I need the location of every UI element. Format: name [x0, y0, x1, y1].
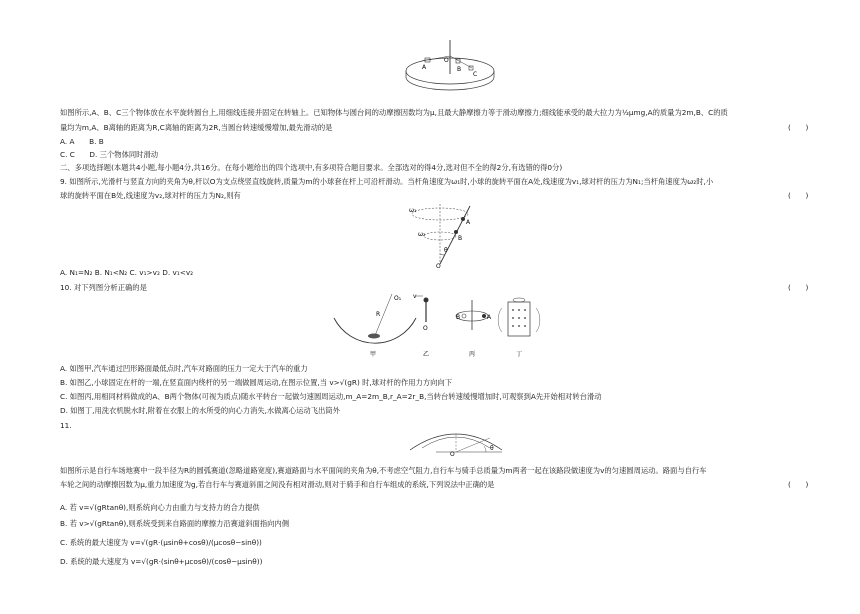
fig11-label-o: O — [450, 451, 455, 458]
fig8-label-b: B — [457, 66, 462, 73]
q11-answer-paren: ( ) — [788, 480, 809, 489]
fig8-label-a: A — [422, 64, 427, 71]
q11-option-d: D. 系统的最大速度为 v=√(gR·(sinθ+μcosθ)/(cosθ−μsinθ)) — [60, 557, 263, 566]
fig10-label-jia: 甲 — [370, 351, 377, 358]
fig8-label-o: O — [444, 57, 449, 64]
q10-figures — [330, 292, 560, 360]
fig10-label-o1: O₁ — [394, 295, 402, 302]
fig8-label-c: C — [473, 71, 478, 78]
q11-number: 11. — [60, 421, 72, 430]
fig10-label-b: B — [456, 314, 461, 321]
fig10-label-o: O — [423, 325, 428, 332]
q10-option-d: D. 如图丁,用洗衣机脱水时,附着在衣服上的水所受的向心力消失,水做离心运动飞出筒外 — [60, 406, 340, 415]
q11-stem-line2: 车轮之间的动摩擦因数为μ,重力加速度为g,若自行车与赛道斜面之间没有相对滑动,则对于骑手和自行车组成的系统,下列说法中正确的是 — [60, 480, 495, 489]
q11-stem-line1: 如图所示是自行车场地赛中一段半径为R的圆弧赛道(忽略道路宽度),赛道路面与水平面间的夹角为θ,不考虑空气阻力,自行车与骑手总质量为m两者一起在该路段做速度为v的匀速圆周运动。路面与自行车 — [60, 466, 707, 475]
q10-stem: 10. 对下列图分析正确的是 — [60, 283, 147, 292]
fig10-label-yi: 乙 — [423, 351, 430, 358]
q10-option-a: A. 如图甲,汽车通过凹形路面最低点时,汽车对路面的压力一定大于汽车的重力 — [60, 364, 308, 373]
fig9-label-w2: ω₂ — [418, 231, 426, 238]
q10-option-c: C. 如图丙,用相同材料做成的A、B两个物体(可视为质点)随水平转台一起做匀速圆周运动,m_A=2m_B,r_A=2r_B,当转台转速缓慢增加时,可观察到A先开始相对转台滑动 — [60, 392, 602, 401]
turntable-figure — [400, 38, 500, 94]
fig9-label-o: O — [436, 263, 441, 268]
banked-track-figure — [406, 424, 506, 462]
q8-stem-line2: 量均为m,A、B离轴的距离为R,C离轴的距离为2R,当圆台转速缓慢增加,最先滑动的是 — [60, 123, 333, 132]
q11-option-a: A. 若 v=√(gRtanθ),则系统向心力由重力与支持力的合力提供 — [60, 503, 260, 512]
q8-options-line1: A. A B. B — [60, 137, 104, 146]
q11-option-c: C. 系统的最大速度为 v=√(gR·(μsinθ+cosθ)/(μcosθ−sinθ)) — [60, 538, 262, 547]
fig9-label-a: A — [466, 219, 471, 226]
q8-stem-line1: 如图所示,A、B、C三个物体放在水平旋转圆台上,用细线连接并固定在转轴上。已知物体与圆台间的动摩擦因数均为μ,且最大静摩擦力等于滑动摩擦力;细线能承受的最大拉力为½μmg,A的质量为2m,B、C的质 — [60, 108, 728, 117]
fig10-label-v: v — [413, 293, 417, 300]
q8-options-line2: C. C D. 三个物体同时滑动 — [60, 150, 159, 159]
fig9-label-b: B — [458, 235, 463, 242]
q9-answer-paren: ( ) — [788, 191, 809, 200]
q10-option-b: B. 如图乙,小球固定在杆的一端,在竖直面内绕杆的另一端做圆周运动,在图示位置,当 v>√(gR) 时,球对杆的作用力方向向下 — [60, 378, 453, 387]
fig10-label-r: R — [376, 311, 381, 318]
fig9-label-theta: θ — [444, 247, 448, 254]
fig10-label-a: A — [487, 314, 492, 321]
q11-option-b: B. 若 v>√(gRtanθ),则系统受到来自路面的摩擦力沿赛道斜面指向内侧 — [60, 519, 290, 528]
q9-stem-line1: 9. 如图所示,光滑杆与竖直方向的夹角为θ,杆以O为支点绕竖直线旋转,质量为m的小球套在杆上可沿杆滑动。当杆角速度为ω₁时,小球的旋转平面在A处,线速度为v₁,球对杆的压力为N₁;当杆角速度为ω₂时,小 — [60, 177, 714, 186]
q9-stem-line2: 球的旋转平面在B处,线速度为v₂,球对杆的压力为N₂,则有 — [60, 191, 241, 200]
fig10-label-bing: 丙 — [469, 351, 476, 358]
fig10-label-ding: 丁 — [516, 351, 523, 358]
fig11-label-theta: θ — [490, 445, 494, 452]
q9-options: A. N₁=N₂ B. N₁<N₂ C. v₁>v₂ D. v₁<v₂ — [60, 268, 194, 277]
fig9-label-w1: ω₁ — [409, 207, 417, 214]
q8-answer-paren: ( ) — [788, 123, 809, 132]
rod-cone-figure — [400, 202, 480, 268]
section2-heading: 二、多项选择题(本题共4小题,每小题4分,共16分。在每小题给出的四个选项中,有多项符合题目要求。全部选对的得4分,选对但不全的得2分,有选错的得0分) — [60, 163, 563, 172]
q10-answer-paren: ( ) — [788, 283, 809, 292]
